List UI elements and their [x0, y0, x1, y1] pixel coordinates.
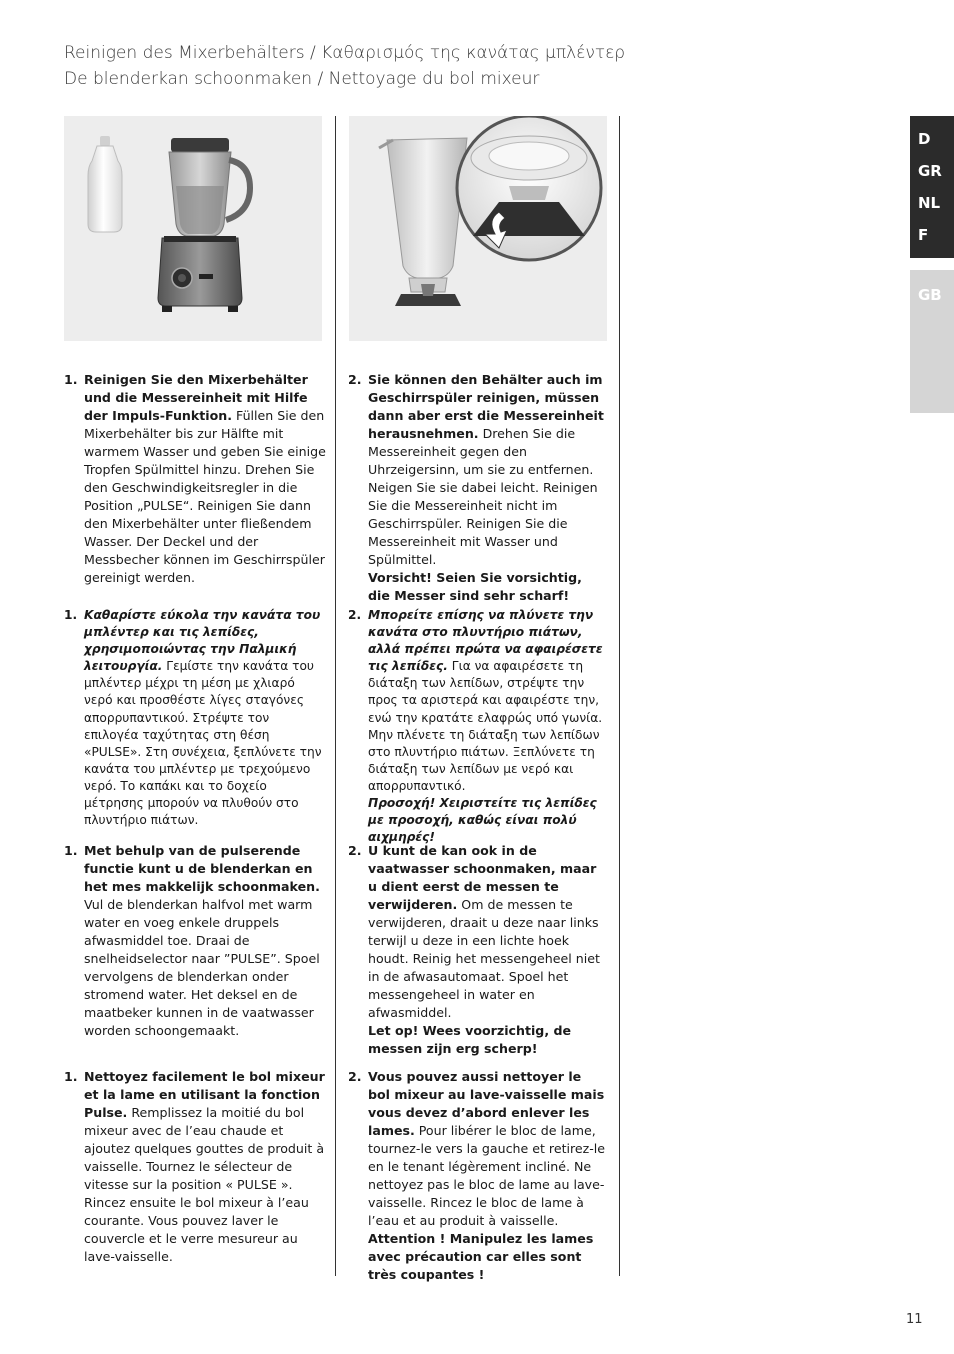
- step-number: 1.: [64, 843, 78, 858]
- step-warning: Vorsicht! Seien Sie vorsichtig, die Messer sind sehr scharf!: [368, 570, 582, 603]
- step-body: Γεμίστε την κανάτα του μπλέντερ μέχρι τη μέση με χλιαρό νερό και προσθέστε λίγες σταγόνες απορρυπαντικού. Στρέψτε τον επιλογέα ταχύτητας στη θέση «PULSE». Στη συνέχεια, ξεπλύνετε την κανάτα του μπλέντερ με τρεχούμενο νερό. Το καπάκι και το δοχείο μέτρησης μπορούν να πλυθούν στο πλυντήριο πιάτων.: [84, 659, 322, 828]
- language-tab-d: D: [918, 130, 931, 148]
- step-body: Pour libérer le bloc de lame, tournez-le vers la gauche et retirez-le en le tenant légèrement incliné. Ne nettoyez pas le bloc de lame au lave-vaisselle. Rincez le bloc de lame à l’eau et au produit à vaisselle.: [368, 1123, 606, 1228]
- step-body: Vul de blenderkan halfvol met warm water en voeg enkele druppels afwasmiddel toe. Draai de snelheidselector naar ”PULSE”. Spoel vervolgens de blenderkan onder stromend water. Het deksel en de maatbeker kunnen in de vaatwasser worden schoongemaakt.: [84, 897, 320, 1038]
- step-body: Remplissez la moitié du bol mixeur avec de l’eau chaude et ajoutez quelques gouttes de produit à vaisselle. Tournez le sélecteur de vitesse sur la position « PULSE ». Rincez ensuite le bol mixeur à l’eau courante. Vous pouvez laver le couvercle et le verre mesureur au lave-vaisselle.: [84, 1105, 325, 1264]
- step-warning: Προσοχή! Χειριστείτε τις λεπίδες με προσοχή, καθώς είναι πολύ αιχμηρές!: [368, 796, 597, 845]
- step-number: 1.: [64, 1069, 78, 1084]
- step-body: Füllen Sie den Mixerbehälter bis zur Hälfte mit warmem Wasser und geben Sie einige Tropfen Spülmittel hinzu. Drehen Sie den Geschwindigkeitsregler in die Position „PULSE“. Reinigen Sie dann den Mixerbehälter unter fließendem Wasser. Der Deckel und der Messbecher können im Geschirrspüler gereinigt werden.: [84, 408, 326, 585]
- language-tab-nl: NL: [918, 194, 941, 212]
- column-divider-1: [335, 116, 336, 1276]
- step-number: 2.: [348, 608, 362, 622]
- step-warning: Let op! Wees voorzichtig, de messen zijn erg scherp!: [368, 1023, 572, 1056]
- step-warning: Attention ! Manipulez les lames avec précaution car elles sont très coupantes !: [368, 1231, 594, 1282]
- step-number: 2.: [348, 843, 362, 858]
- header-line-1: Reinigen des Mixerbehälters / Καθαρισμός της κανάτας μπλέντερ: [64, 43, 626, 63]
- language-tab-gb-group: [910, 270, 954, 413]
- step-body: Drehen Sie die Messereinheit gegen den Uhrzeigersinn, um sie zu entfernen. Neigen Sie sie dabei leicht. Reinigen Sie die Messereinheit nicht im Geschirrspüler. Reinigen Sie die Messereinheit mit Wasser und Spülmittel.: [368, 426, 598, 567]
- page-number: 11: [906, 1312, 923, 1327]
- step-body: Για να αφαιρέσετε τη διάταξη των λεπίδων, στρέψτε την προς τα αριστερά και αφαιρέστε την, ενώ την κρατάτε ελαφρώς υπό γωνία. Μην πλένετε τη διάταξη των λεπίδων στο πλυντήριο πιάτων. Ξεπλύνετε τη διάταξη των λεπίδων με νερό και απορρυπαντικό.: [368, 659, 603, 793]
- step-number: 2.: [348, 372, 362, 387]
- language-tab-group: [910, 116, 954, 258]
- step-heading: Reinigen Sie den Mixerbehälter und die Messereinheit mit Hilfe der Impuls-Funktion.: [84, 372, 308, 423]
- language-tab-gb: GB: [918, 286, 942, 304]
- step-heading: Sie können den Behälter auch im Geschirrspüler reinigen, müssen dann aber erst die Messereinheit herausnehmen.: [368, 372, 604, 441]
- step-body: Om de messen te verwijderen, draait u deze naar links terwijl u deze in een lichte hoek houdt. Reinig het messengeheel niet in de afwasautomaat. Spoel het messengeheel in water en afwasmiddel.: [368, 897, 600, 1020]
- language-tab-gr: GR: [918, 162, 942, 180]
- step-heading: Vous pouvez aussi nettoyer le bol mixeur au lave-vaisselle mais vous devez d’abord enlever les lames.: [368, 1069, 605, 1138]
- step-heading: Καθαρίστε εύκολα την κανάτα του μπλέντερ και τις λεπίδες, χρησιμοποιώντας την Παλμική λειτουργία.: [84, 608, 321, 674]
- blender-with-bottle-icon: [64, 116, 322, 341]
- page-header: [64, 40, 864, 92]
- language-tab-f: F: [918, 226, 929, 244]
- column-divider-2: [619, 116, 620, 1276]
- step-heading: U kunt de kan ook in de vaatwasser schoonmaken, maar u dient eerst de messen te verwijderen.: [368, 843, 597, 912]
- step-number: 1.: [64, 608, 78, 622]
- blender-illustration: [64, 116, 322, 341]
- blade-removal-illustration: [349, 116, 607, 341]
- step-heading: Met behulp van de pulserende functie kunt u de blenderkan en het mes makkelijk schoonmaken.: [84, 843, 320, 894]
- step-number: 2.: [348, 1069, 362, 1084]
- step-number: 1.: [64, 372, 78, 387]
- step-heading: Μπορείτε επίσης να πλύνετε την κανάτα στο πλυντήριο πιάτων, αλλά πρέπει πρώτα να αφαιρέσετε τις λεπίδες.: [368, 608, 603, 674]
- step-heading: Nettoyez facilement le bol mixeur et la lame en utilisant la fonction Pulse.: [84, 1069, 325, 1120]
- header-line-2: De blenderkan schoonmaken / Nettoyage du bol mixeur: [64, 69, 540, 89]
- jar-blade-detail-icon: [349, 116, 607, 341]
